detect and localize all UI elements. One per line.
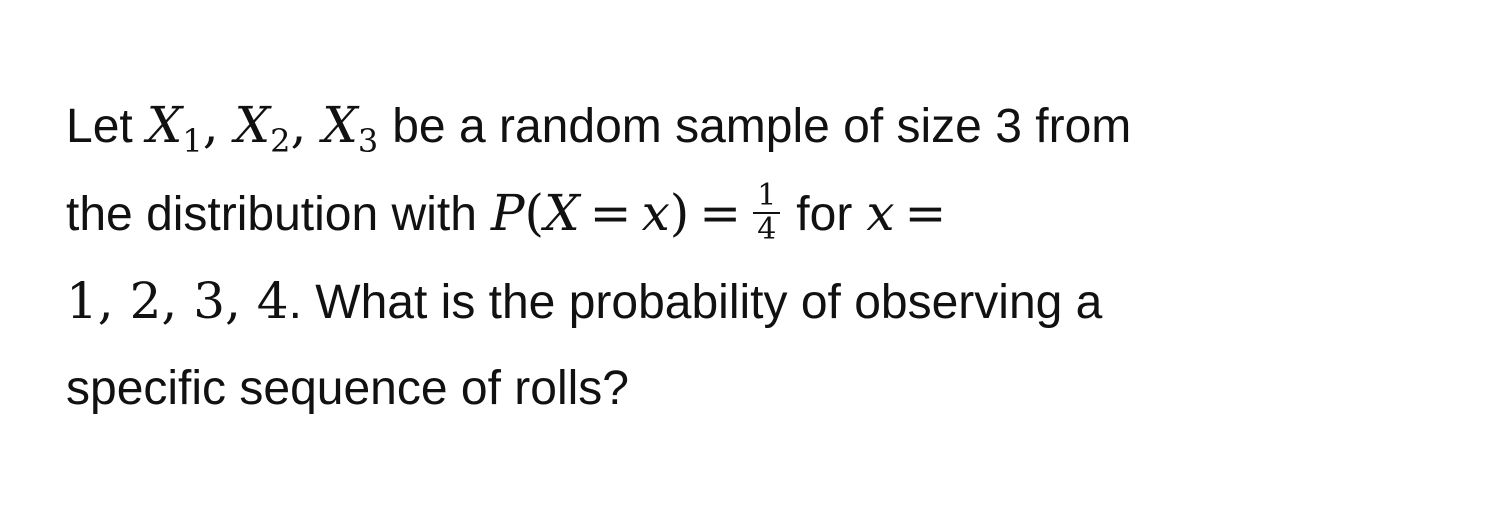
problem-text — [66, 88, 1446, 440]
problem-line-3 — [66, 264, 1446, 352]
problem-line-1 — [66, 88, 1446, 176]
var-x-2: x — [866, 184, 895, 242]
sub-3: 3 — [357, 122, 379, 160]
math-pmf: P(X = x) = $\frac{1}{4}$ — [491, 184, 782, 242]
sub-2: 2 — [270, 122, 291, 160]
var-X: X — [544, 184, 580, 242]
fraction-one-quarter — [753, 180, 780, 246]
var-x2: X — [234, 96, 271, 154]
var-x1: X — [146, 96, 183, 154]
var-x3: X — [322, 96, 358, 154]
math-value-set: 1, 2, 3, 4 — [66, 272, 289, 330]
text-question: . What is the probability of observing a — [288, 276, 1103, 329]
var-p: P — [490, 184, 525, 242]
math-sample-variables: $X_1$, $X_2$, $X_3$ — [146, 96, 379, 160]
fraction-numerator: 1 — [753, 180, 780, 214]
fraction-denominator: 4 — [757, 212, 777, 247]
text-sample-desc: be a random sample of size 3 from — [392, 100, 1132, 153]
text-let: Let — [66, 100, 133, 153]
problem-line-2 — [66, 176, 1446, 264]
sub-1: 1 — [182, 122, 203, 160]
var-x: x — [641, 184, 670, 242]
text-question-end: specific sequence of rolls? — [66, 362, 629, 415]
math-x-equals: x = — [866, 184, 947, 242]
problem-line-4 — [66, 352, 1446, 440]
text-distribution: the distribution with — [66, 188, 477, 241]
text-for: for — [796, 188, 853, 241]
